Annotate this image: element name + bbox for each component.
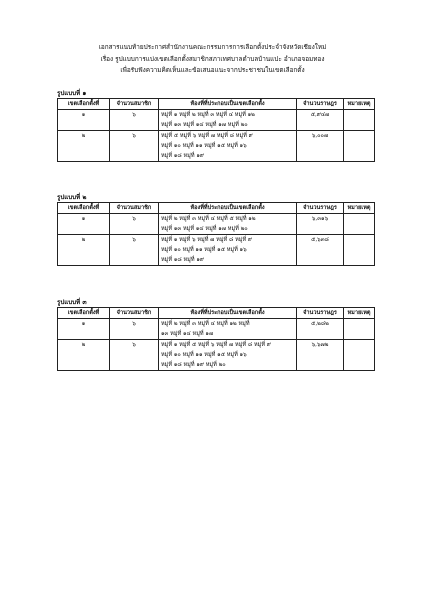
population: ๖,๐๐๗ xyxy=(297,131,344,162)
area-list xyxy=(159,131,297,162)
col-members: จำนวนสมาชิก xyxy=(110,203,159,214)
table-header-row xyxy=(58,203,375,214)
population: ๖,๓๑๖ xyxy=(297,214,344,235)
district-number: ๑ xyxy=(58,110,110,131)
col-population: จำนวนราษฎร xyxy=(297,203,344,214)
area-line: หมู่ที่ ๒ หมู่ที่ ๓ หมู่ที่ ๔ หมู่ที่ ๕ หมู่ที่ ๑๒ xyxy=(161,216,256,222)
col-note: หมายเหตุ xyxy=(344,308,375,319)
header-line-2: เรื่อง รูปแบบการแบ่งเขตเลือกตั้งสมาชิกสภาเทศบาลตำบลบ้านแปะ อำเภอจอมทอง xyxy=(100,54,325,63)
document-header xyxy=(0,42,425,77)
population: ๖,๖๗๒ xyxy=(297,340,344,371)
area-list xyxy=(159,340,297,371)
model-3-label: รูปแบบที่ ๓ xyxy=(57,299,87,306)
col-population: จำนวนราษฎร xyxy=(297,308,344,319)
area-line: หมู่ที่ ๑๓ หมู่ที่ ๑๔ หมู่ที่ ๑๗ หมู่ที่ ๒๐ xyxy=(161,122,248,128)
table-row xyxy=(58,214,375,235)
area-line: หมู่ที่ ๑ หมู่ที่ ๒ หมู่ที่ ๓ หมู่ที่ ๔ หมู่ที่ ๑๒ xyxy=(161,112,255,118)
member-count: ๖ xyxy=(110,110,159,131)
district-number: ๑ xyxy=(58,319,110,340)
note xyxy=(344,131,375,162)
col-members: จำนวนสมาชิก xyxy=(110,308,159,319)
area-list xyxy=(159,110,297,131)
area-line: หมู่ที่ ๑๘ หมู่ที่ ๑๙ xyxy=(161,153,204,159)
model-3-table xyxy=(57,307,375,371)
table-header-row xyxy=(58,308,375,319)
note xyxy=(344,235,375,266)
col-district: เขตเลือกตั้งที่ xyxy=(58,308,110,319)
district-number: ๒ xyxy=(58,131,110,162)
note xyxy=(344,319,375,340)
member-count: ๖ xyxy=(110,319,159,340)
note xyxy=(344,214,375,235)
table-row xyxy=(58,340,375,371)
col-population: จำนวนราษฎร xyxy=(297,99,344,110)
model-2-label: รูปแบบที่ ๒ xyxy=(57,194,87,201)
col-district: เขตเลือกตั้งที่ xyxy=(58,99,110,110)
area-line: หมู่ที่ ๑๓ หมู่ที่ ๑๔ หมู่ที่ ๑๗ หมู่ที่ ๒๐ xyxy=(161,226,248,232)
member-count: ๖ xyxy=(110,214,159,235)
area-line: หมู่ที่ ๕ หมู่ที่ ๖ หมู่ที่ ๗ หมู่ที่ ๘ หมู่ที่ ๙ xyxy=(161,133,253,139)
area-line: หมู่ที่ ๒ หมู่ที่ ๓ หมู่ที่ ๔ หมู่ที่ ๑๒ หมู่ที่ xyxy=(161,321,250,327)
header-line-3: เพื่อรับฟังความคิดเห็นและข้อเสนอแนะจากประชาชนในเขตเลือกตั้ง xyxy=(120,66,305,74)
area-list xyxy=(159,214,297,235)
area-line: หมู่ที่ ๑๘ หมู่ที่ ๑๙ xyxy=(161,257,204,263)
table-row xyxy=(58,110,375,131)
note xyxy=(344,340,375,371)
area-list xyxy=(159,319,297,340)
col-district: เขตเลือกตั้งที่ xyxy=(58,203,110,214)
model-2-table xyxy=(57,202,375,266)
table-row xyxy=(58,319,375,340)
member-count: ๖ xyxy=(110,131,159,162)
area-line: หมู่ที่ ๑๐ หมู่ที่ ๑๑ หมู่ที่ ๑๕ หมู่ที่ ๑๖ xyxy=(161,143,247,149)
table-row xyxy=(58,131,375,162)
population: ๕,๒๘๒ xyxy=(297,319,344,340)
population: ๕,๖๓๘ xyxy=(297,235,344,266)
table-header-row xyxy=(58,99,375,110)
district-number: ๒ xyxy=(58,235,110,266)
district-number: ๒ xyxy=(58,340,110,371)
col-note: หมายเหตุ xyxy=(344,203,375,214)
area-list xyxy=(159,235,297,266)
area-line: หมู่ที่ ๑๘ หมู่ที่ ๑๙ หมู่ที่ ๒๐ xyxy=(161,362,226,368)
member-count: ๖ xyxy=(110,340,159,371)
area-line: หมู่ที่ ๑ หมู่ที่ ๖ หมู่ที่ ๗ หมู่ที่ ๘ หมู่ที่ ๙ xyxy=(161,237,253,243)
population: ๕,๙๔๗ xyxy=(297,110,344,131)
area-line: หมู่ที่ ๑๐ หมู่ที่ ๑๑ หมู่ที่ ๑๕ หมู่ที่ ๑๖ xyxy=(161,247,247,253)
model-1-label: รูปแบบที่ ๑ xyxy=(57,90,87,97)
area-line: หมู่ที่ ๑๐ หมู่ที่ ๑๑ หมู่ที่ ๑๕ หมู่ที่ ๑๖ xyxy=(161,352,247,358)
col-areas: ท้องที่ที่ประกอบเป็นเขตเลือกตั้ง xyxy=(159,99,297,110)
district-number: ๑ xyxy=(58,214,110,235)
member-count: ๖ xyxy=(110,235,159,266)
col-areas: ท้องที่ที่ประกอบเป็นเขตเลือกตั้ง xyxy=(159,203,297,214)
table-row xyxy=(58,235,375,266)
header-line-1: เอกสารแนบท้ายประกาศสำนักงานคณะกรรมการการเลือกตั้งประจำจังหวัดเชียงใหม่ xyxy=(98,43,327,51)
col-areas: ท้องที่ที่ประกอบเป็นเขตเลือกตั้ง xyxy=(159,308,297,319)
area-line: หมู่ที่ ๑ หมู่ที่ ๕ หมู่ที่ ๖ หมู่ที่ ๗ หมู่ที่ ๘ หมู่ที่ ๙ xyxy=(161,342,271,348)
model-1-table xyxy=(57,98,375,162)
note xyxy=(344,110,375,131)
col-members: จำนวนสมาชิก xyxy=(110,99,159,110)
area-line: ๑๓ หมู่ที่ ๑๔ หมู่ที่ ๑๗ xyxy=(161,331,214,337)
col-note: หมายเหตุ xyxy=(344,99,375,110)
